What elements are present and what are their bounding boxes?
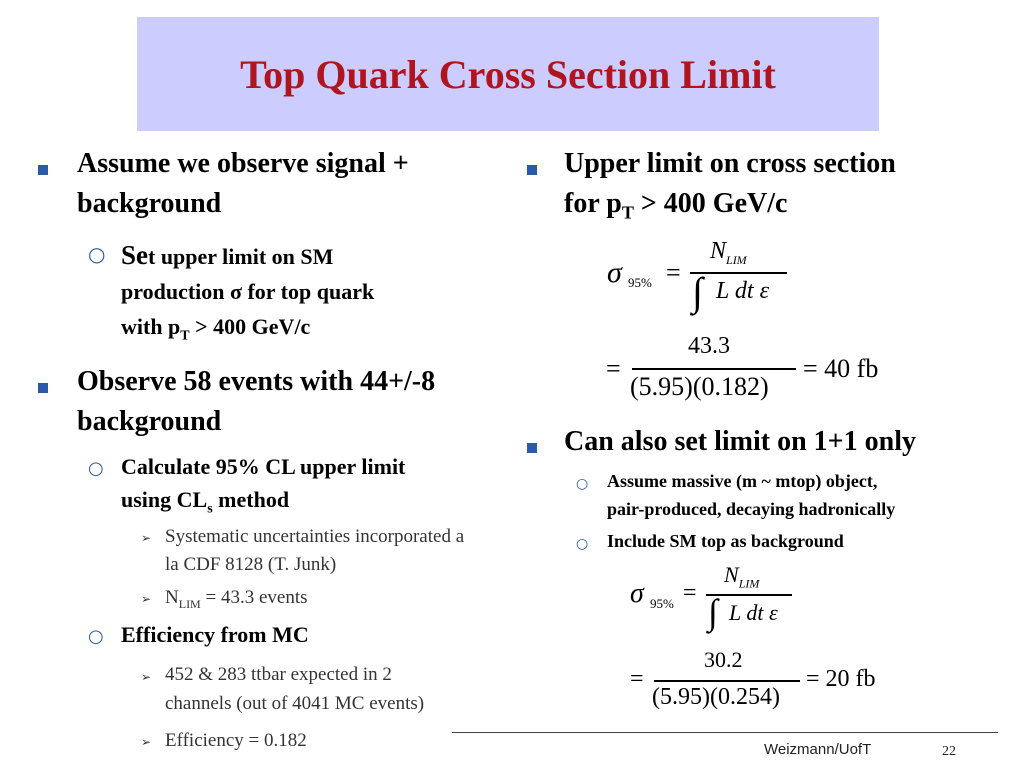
result-value: = 20 fb — [806, 666, 876, 692]
sub-text: > 400 GeV/c — [633, 188, 788, 219]
right-bullet-2: Can also set limit on 1+1 only — [564, 426, 916, 457]
left-bullet-1-sub-line-3 — [121, 312, 310, 351]
right-bullet-2-sub-1-line-1: Assume massive (m ~ mtop) object, — [607, 471, 878, 491]
arrow-bullet-icon: ➢ — [141, 670, 152, 684]
denominator: L dt ε — [716, 278, 770, 304]
subscript: T — [621, 202, 634, 223]
big-letters: Se — [121, 240, 148, 270]
sub-text: with p — [121, 314, 181, 339]
ring-bullet-icon: ○ — [88, 626, 104, 647]
equals-sign: = — [606, 354, 621, 383]
sub-text: production — [121, 279, 231, 304]
integral-symbol: ∫ — [708, 592, 718, 632]
ring-bullet-icon: ○ — [88, 458, 104, 479]
efficiency-detail-line-1: 452 & 283 ttbar expected in 2 — [165, 664, 392, 685]
equals-sign: = — [630, 666, 644, 692]
right-bullet-1-line-2 — [564, 184, 787, 233]
fraction-bar — [632, 368, 796, 370]
right-bullet-2-sub-2: Include SM top as background — [607, 531, 844, 551]
formula-subscript: 95% — [650, 596, 674, 611]
arrow-bullet-icon: ➢ — [141, 735, 152, 749]
fraction-bar — [690, 272, 787, 274]
left-bullet-2-line-2: background — [77, 406, 222, 437]
nlim-item — [165, 584, 308, 618]
subscript: T — [180, 328, 190, 344]
sub-text: for p — [564, 188, 622, 219]
result-value: = 40 fb — [803, 354, 879, 383]
subscript: s — [207, 501, 213, 517]
denominator-value: (5.95)(0.182) — [630, 372, 769, 401]
sub-text: using CL — [121, 487, 208, 512]
bullet-square-icon — [38, 165, 48, 175]
bullet-square-icon — [38, 383, 48, 393]
sub-text: N — [165, 587, 179, 608]
arrow-bullet-icon: ➢ — [141, 531, 152, 545]
right-bullet-1-line-1: Upper limit on cross section — [564, 148, 896, 179]
equals-sign: = — [683, 580, 697, 606]
sigma-symbol: σ — [230, 279, 242, 304]
n-symbol: N — [710, 238, 727, 264]
subscript: LIM — [178, 596, 201, 611]
denominator-value: (5.95)(0.254) — [652, 684, 780, 710]
footer-divider — [452, 732, 998, 733]
arrow-bullet-icon: ➢ — [141, 592, 152, 606]
title-banner — [137, 17, 879, 131]
sub-text: for top quark — [241, 279, 375, 304]
left-bullet-1-sub-line-1 — [121, 240, 333, 272]
ring-bullet-icon: ○ — [88, 242, 106, 266]
bullet-square-icon — [527, 165, 537, 175]
fraction-bar — [706, 594, 792, 596]
left-bullet-1-line-1: Assume we observe signal + — [77, 148, 409, 179]
footer-institution: Weizmann/UofT — [764, 741, 872, 758]
left-bullet-2-sub-1-line-1: Calculate 95% CL upper limit — [121, 454, 406, 479]
slide-title: Top Quark Cross Section Limit — [240, 51, 776, 97]
sub-text: method — [212, 487, 290, 512]
left-bullet-1-sub-line-2 — [121, 277, 374, 307]
formula-subscript: 95% — [628, 275, 652, 290]
numerator — [710, 238, 747, 268]
systematics-line-1: Systematic uncertainties incorporated a — [165, 526, 465, 547]
numerator-value: 43.3 — [688, 333, 730, 359]
numerator-value: 30.2 — [704, 647, 743, 672]
integral-symbol: ∫ — [692, 269, 703, 314]
sub-text: t upper limit on SM — [148, 244, 334, 269]
left-bullet-2-sub-2: Efficiency from MC — [121, 622, 309, 647]
sigma-symbol: σ — [630, 578, 644, 609]
subscript: LIM — [738, 576, 760, 591]
subscript: LIM — [726, 252, 747, 267]
right-bullet-2-sub-1-line-2: pair-produced, decaying hadronically — [607, 499, 896, 519]
sub-text: = 43.3 events — [200, 587, 308, 608]
sigma-symbol: σ — [607, 256, 622, 289]
systematics-line-2: la CDF 8128 (T. Junk) — [165, 554, 337, 575]
numerator — [724, 562, 759, 591]
denominator: L dt ε — [729, 600, 778, 625]
fraction-bar — [654, 680, 800, 682]
left-bullet-1-line-2: background — [77, 188, 222, 219]
left-bullet-2-line-1: Observe 58 events with 44+/-8 — [77, 366, 436, 397]
ring-bullet-icon: ○ — [576, 536, 589, 552]
ring-bullet-icon: ○ — [576, 476, 589, 492]
efficiency-value: Efficiency = 0.182 — [165, 730, 307, 751]
slide-number: 22 — [942, 744, 956, 759]
bullet-square-icon — [527, 443, 537, 453]
n-symbol: N — [724, 562, 739, 587]
sub-text: > 400 GeV/c — [189, 314, 311, 339]
efficiency-detail-line-2: channels (out of 4041 MC events) — [165, 693, 425, 714]
left-bullet-2-sub-1-line-2 — [121, 485, 289, 524]
equals-sign: = — [666, 258, 681, 287]
